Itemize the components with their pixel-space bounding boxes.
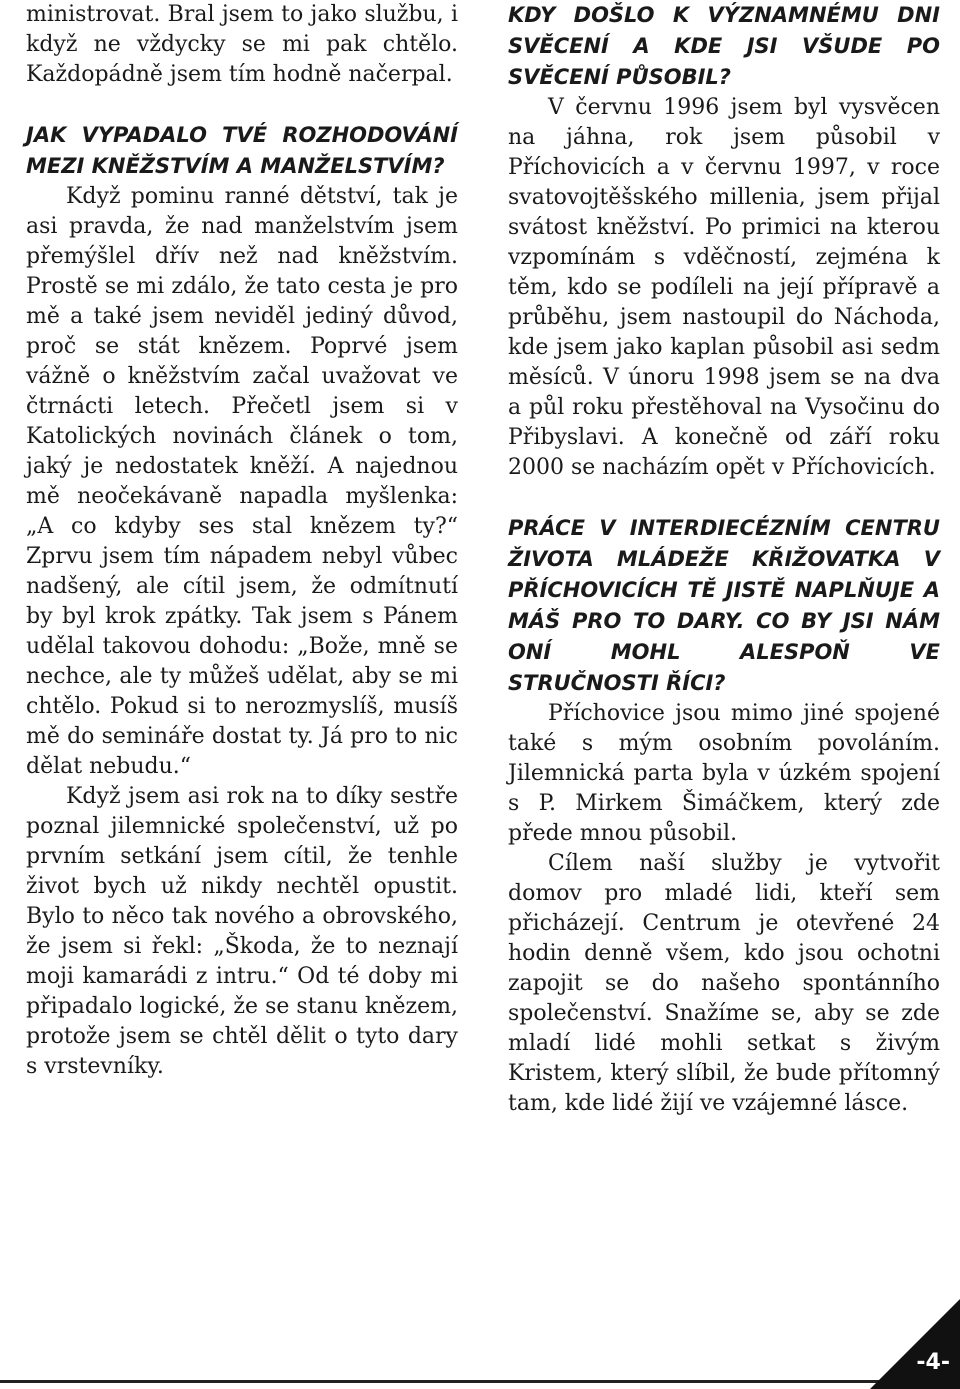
answer-paragraph-ordination: V červnu 1996 jsem byl vysvěcen na jáhna, rok jsem působil v Příchovicích a v červnu 1997, v roce svatovojtěšského millenia, jsem přijal svátost kněžství. Po primici na kterou vzpomínám s vděčností, zejména k těm, kdo se podíleli na její přípravě a průběhu, jsem nastoupil do Náchoda, kde jsem jako kaplan působil asi sedm měsíců. V únoru 1998 jsem se na dva a půl roku přestěhoval na Vysočinu do Přibyslavi. A konečně od září roku 2000 se nacházím opět v Příchovicích. xyxy=(508,95,940,480)
question-heading-ordination: KDY DOŠLO K VÝZNAMNÉMU DNI SVĚCENÍ A KDE JSI VŠUDE PO SVĚCENÍ PŮSOBIL? xyxy=(508,3,940,89)
page-number: -4- xyxy=(916,1350,950,1375)
paragraph-continuation: ministrovat. Bral jsem to jako službu, i když ne vždycky se mi pak chtělo. Každopádně jsem tím hodně načerpal. xyxy=(26,2,458,87)
question-heading-centre: PRÁCE V INTERDIECÉZNÍM CENTRU ŽIVOTA MLÁDEŽE KŘIŽOVATKA V PŘÍCHOVICÍCH TĚ JISTĚ NAPLŇUJE A MÁŠ PRO TO DARY. CO BY JSI NÁM ONÍ MOHL ALESPOŇ VE STRUČNOSTI ŘÍCI? xyxy=(508,516,940,695)
answer-paragraph-community: Když jsem asi rok na to díky sestře poznal jilemnické společenství, už po prvním setkání jsem cítil, že tenhle život bych už nikdy nechtěl opustit. Bylo to něco tak nového a obrovského, že jsem si řekl: „Škoda, že to neznají moji kamarádi z intru.“ Od té doby mi připadalo logické, že se stanu knězem, protože jsem se chtěl dělit o tyto dary s vrstevníky. xyxy=(26,784,458,1079)
left-column xyxy=(26,0,458,1082)
answer-paragraph-prichovice: Příchovice jsou mimo jiné spojené také s mým osobním povoláním. Jilemnická parta byla v úzkém spojení s P. Mirkem Šimáčkem, který zde přede mnou působil. xyxy=(508,701,940,846)
answer-paragraph-decision: Když pominu ranné dětství, tak je asi pravda, že nad manželstvím jsem přemýšlel dřív než nad kněžstvím. Prostě se mi zdálo, že tato cesta je pro mě a také jsem neviděl jediný důvod, proč se stát knězem. Poprvé jsem vážně o kněžstvím začal uvažovat ve čtrnácti letech. Přečetl jsem si v Katolických novinách článek o tom, jaký je nedostatek kněží. A najednou mě neočekávaně napadla myšlenka: „A co kdyby ses stal knězem ty?“ Zprvu jsem tím nápadem nebyl vůbec nadšený, ale cítil jsem, že odmítnutí by byl krok zpátky. Tak jsem s Pánem udělal takovou dohodu: „Bože, mně se nechce, ale ty můžeš udělat, aby se mi chtělo. Pokud si to nerozmyslíš, musíš mě do semináře dostat ty. Já pro to nic dělat nebudu.“ xyxy=(26,184,458,779)
page-corner-triangle xyxy=(870,1299,960,1389)
footer-rule xyxy=(0,1380,960,1383)
right-column xyxy=(508,0,940,1119)
answer-paragraph-mission: Cílem naší služby je vytvořit domov pro mladé lidi, kteří sem přicházejí. Centrum je otevřené 24 hodin denně všem, kdo jsou ochotni zapojit se do našeho spontánního společenství. Snažíme se, aby se zde mladí lidé mohli setkat s živým Kristem, který slíbil, že bude přítomný tam, kde lidé žijí ve vzájemné lásce. xyxy=(508,851,940,1116)
question-heading-decision: JAK VYPADALO TVÉ ROZHODOVÁNÍ MEZI KNĚŽSTVÍM A MANŽELSTVÍM? xyxy=(26,123,458,178)
